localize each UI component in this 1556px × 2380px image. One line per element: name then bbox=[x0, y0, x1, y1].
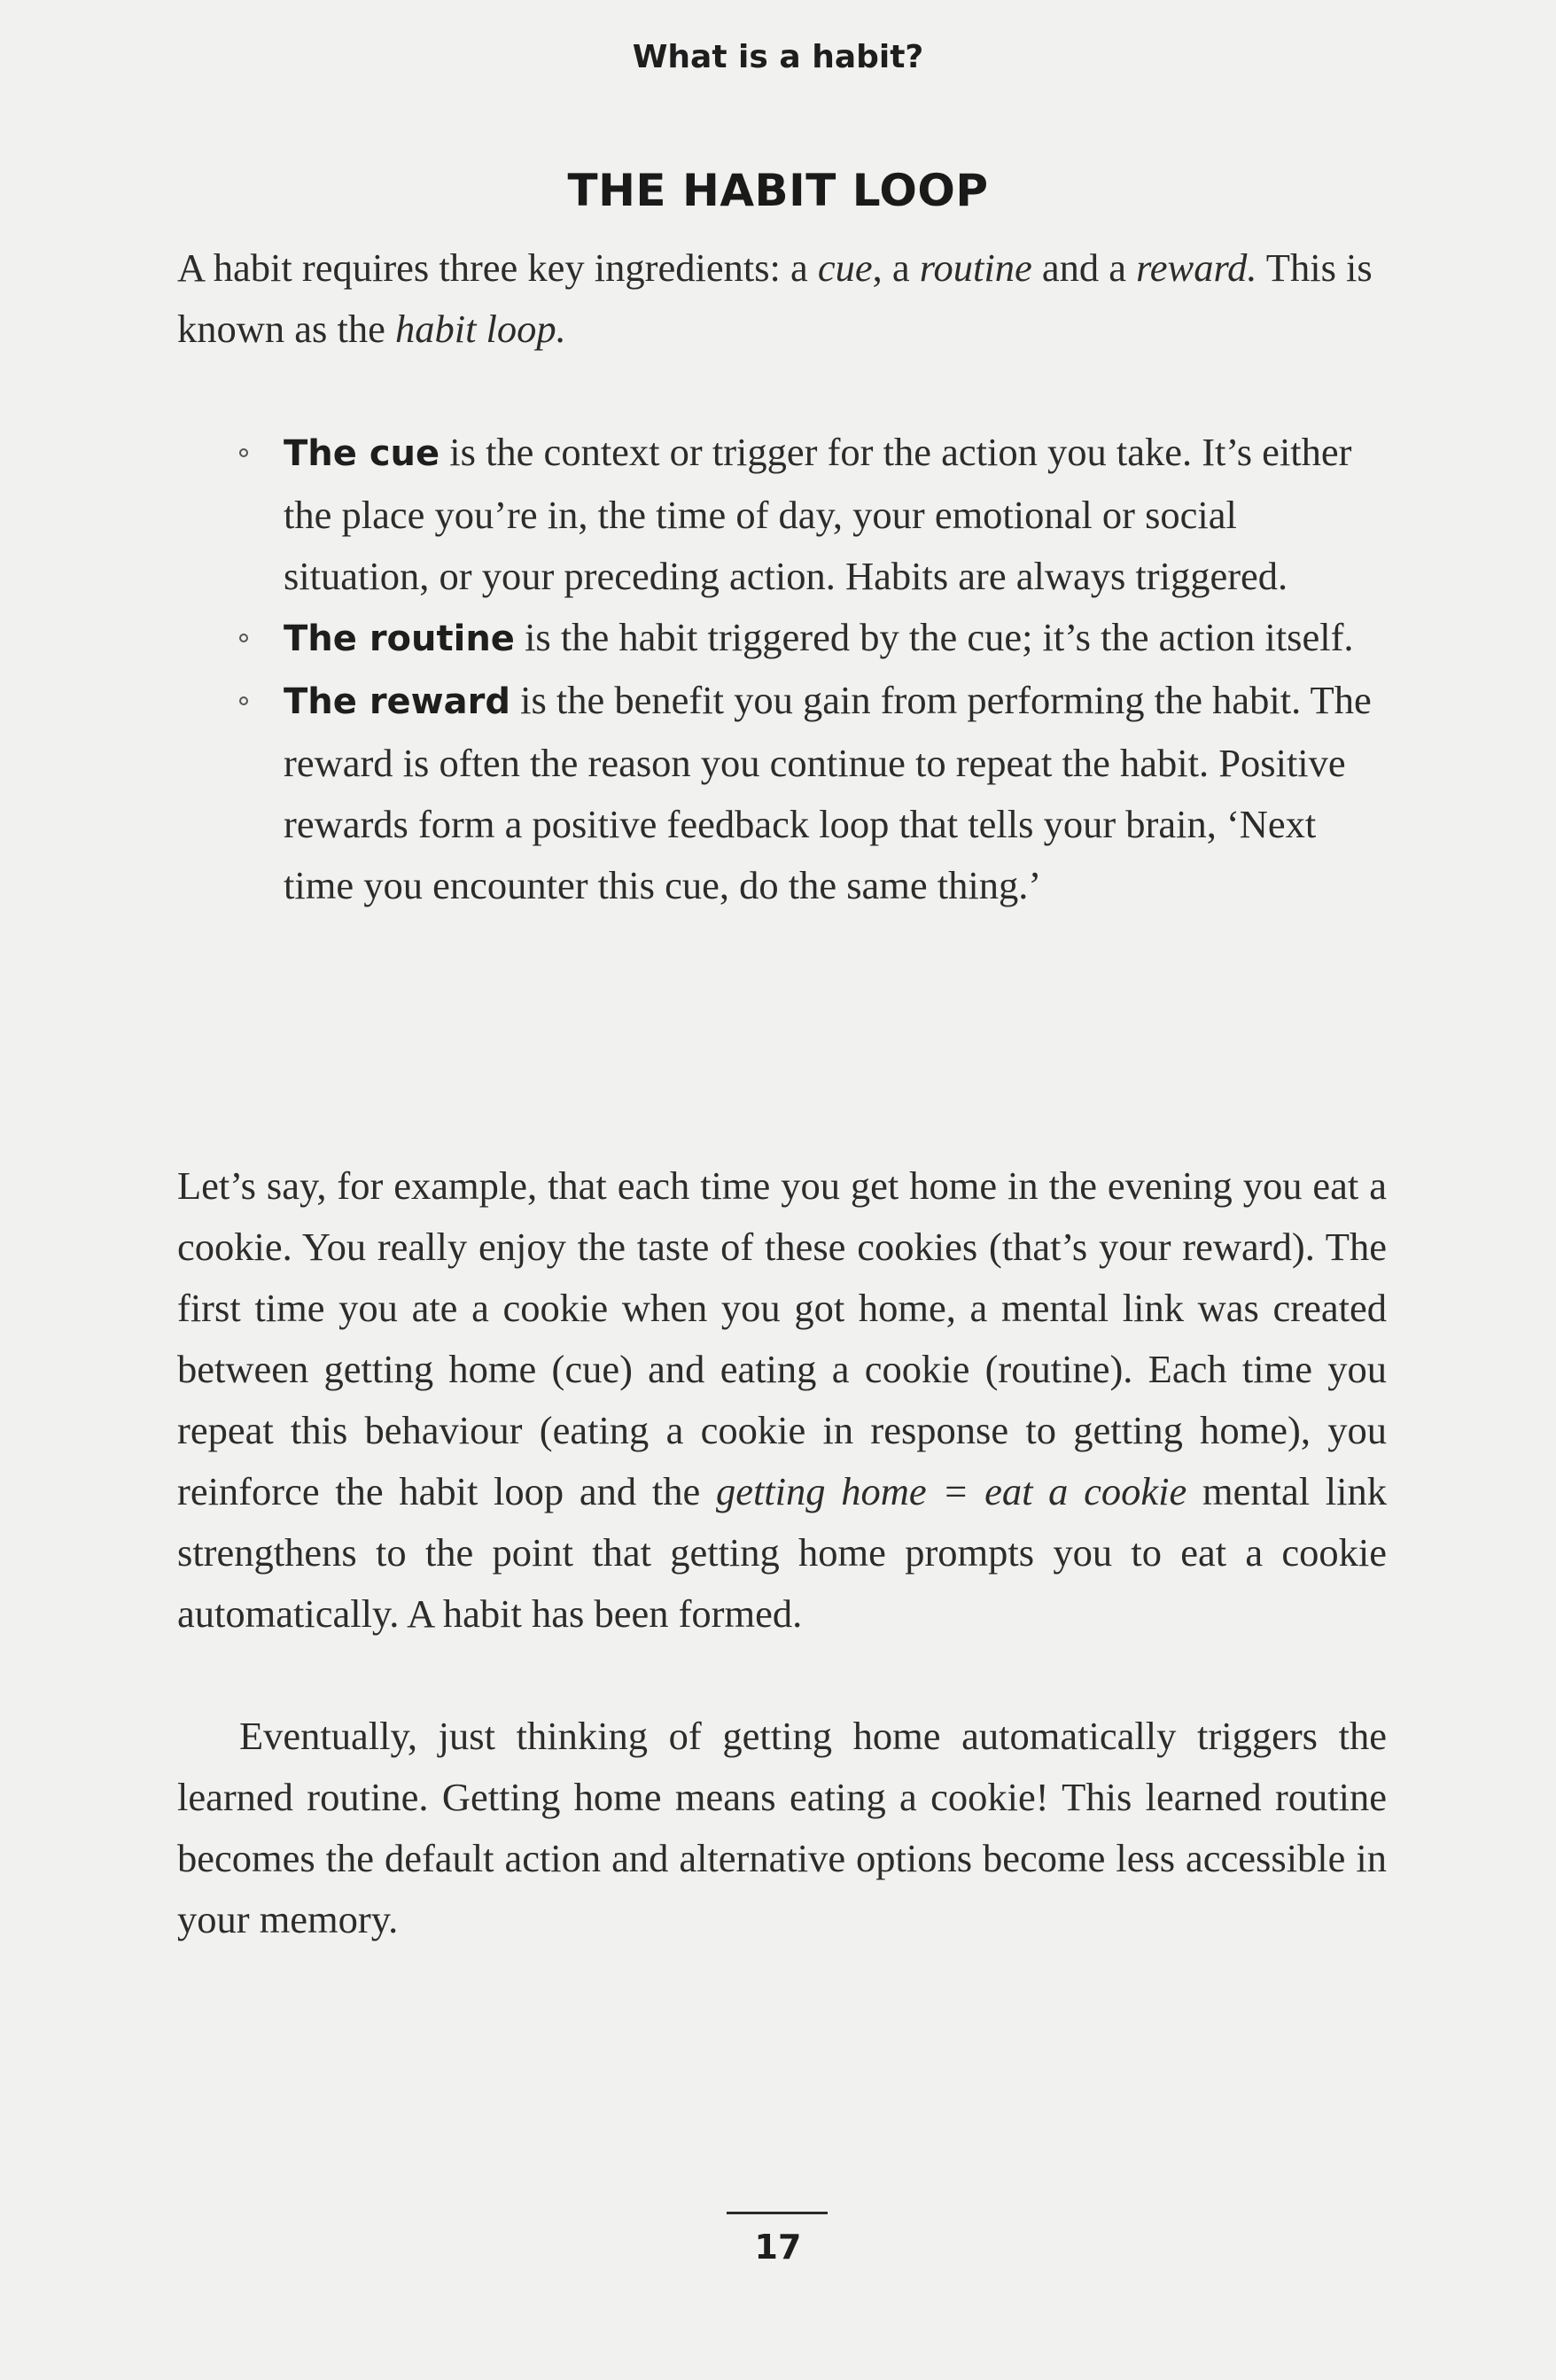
bullet-term: The reward bbox=[284, 681, 510, 722]
habit-loop-list bbox=[239, 422, 1387, 916]
paragraph-text: Let’s say, for example, that each time you get home in the evening you eat a cookie. You really enjoy the taste of these cookies (that’s your reward). The first time you ate a cookie when you got home, a mental link was created between getting home (cue) and eating a cookie (routine). Each time you repeat this behaviour (eating a cookie in response to getting home), you reinforce the habit loop and the bbox=[177, 1163, 1387, 1513]
bullet-text: is the habit triggered by the cue; it’s the action itself. bbox=[514, 615, 1354, 659]
conclusion-paragraph: Eventually, just thinking of getting home automatically triggers the learned routine. Getting home means eating a cookie! This learned routine becomes the default action and alternative options become less accessible in your memory. bbox=[177, 1714, 1387, 1941]
intro-reward: reward. bbox=[1136, 245, 1257, 290]
intro-paragraph bbox=[177, 237, 1387, 360]
intro-routine: routine bbox=[919, 245, 1032, 290]
intro-cue: cue bbox=[817, 245, 873, 290]
intro-text: , a bbox=[872, 245, 920, 290]
bullet-term: The cue bbox=[284, 433, 440, 474]
bullet-icon bbox=[239, 696, 248, 705]
intro-text: A habit requires three key ingredients: a bbox=[177, 245, 818, 290]
paragraph-text: mental link strengthens to the point that getting home prompts you to eat a cookie automatically. A habit has been formed. bbox=[177, 1469, 1387, 1636]
list-item-cue bbox=[239, 422, 1387, 607]
bullet-icon bbox=[239, 634, 248, 642]
bullet-text: is the context or trigger for the action you take. It’s either the place you’re in, the time of day, your emotional or social situation, or your preceding action. Habits are always triggered. bbox=[284, 430, 1352, 598]
section-title: THE HABIT LOOP bbox=[567, 165, 989, 216]
page-number: 17 bbox=[754, 2228, 802, 2267]
intro-text: This is known as the bbox=[177, 245, 1373, 351]
running-head: What is a habit? bbox=[632, 39, 924, 75]
bullet-text: is the benefit you gain from performing the habit. The reward is often the reason you continue to repeat the habit. Positive rewards form a positive feedback loop that tells your brain, ‘Next time you encounter this cue, do the same thing.’ bbox=[284, 678, 1372, 907]
list-item-reward bbox=[239, 670, 1387, 916]
bullet-icon bbox=[239, 448, 248, 457]
intro-habit-loop: habit loop. bbox=[394, 307, 566, 351]
paragraph-italic: getting home = eat a cookie bbox=[715, 1469, 1187, 1513]
example-paragraph bbox=[177, 1155, 1387, 1645]
page-number-rule bbox=[727, 2212, 828, 2214]
list-item-routine bbox=[239, 607, 1387, 670]
bullet-term: The routine bbox=[284, 618, 515, 659]
intro-text: and a bbox=[1031, 245, 1137, 290]
